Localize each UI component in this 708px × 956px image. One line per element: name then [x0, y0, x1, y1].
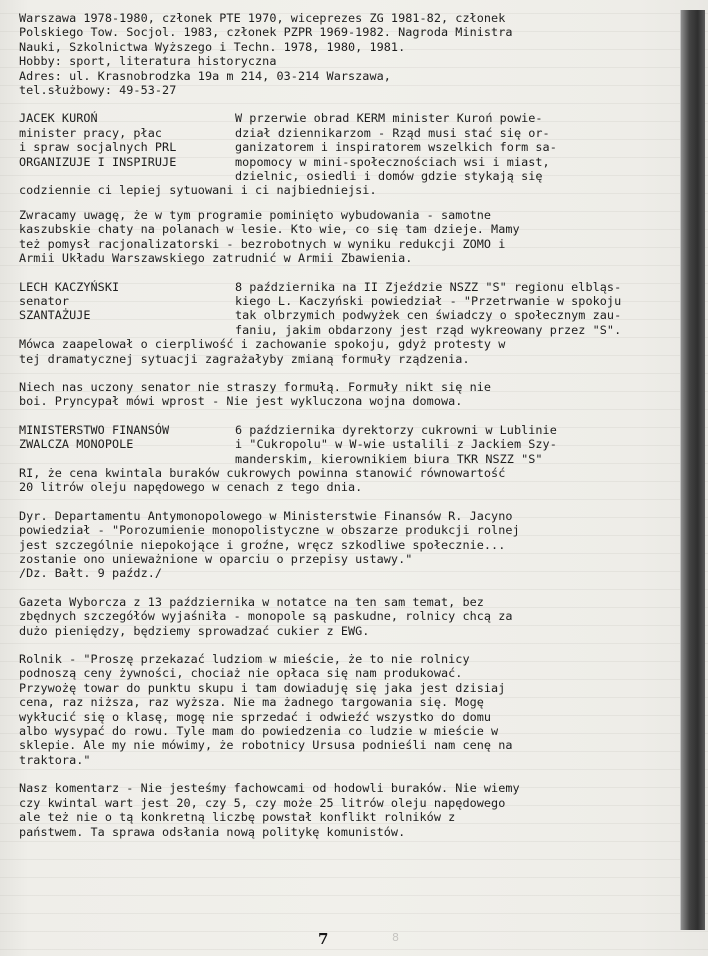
- kuron-heading-line: ORGANIZUJE I INSPIRUJE: [19, 154, 177, 169]
- kuron-text-line: mopomocy w mini-społecznościach wsi i miast,: [235, 154, 550, 169]
- rolnik-line: albo wysypać do rowu. Tyle mam do powiedzenia co ludzie w mieście w: [19, 724, 499, 739]
- kuron-split: [19, 111, 668, 183]
- rolnik-line: podnoszą ceny żywności, chociaż nie opłaca się nam produkować.: [19, 666, 463, 681]
- ministry-heading-line: MINISTERSTWO FINANSÓW: [19, 422, 170, 437]
- kaczynski-text-line: tak olbrzymich podwyżek cen świadczy o społecznym zau-: [235, 308, 622, 323]
- kaczynski-text: [235, 280, 668, 338]
- kaczynski-text-line: kiego L. Kaczyński powiedział - "Przetrwanie w spokoju: [235, 293, 622, 308]
- kaczynski-tail-line: tej dramatycznej sytuacji zagrażałyby zmianą formuły rządzenia.: [19, 351, 470, 366]
- kuron-heading-line: JACEK KUROŃ: [19, 111, 98, 126]
- ministry-split: [19, 423, 668, 466]
- ministry-heading-line: ZWALCZA MONOPOLE: [19, 437, 134, 452]
- comment-line: Niech nas uczony senator nie straszy formułą. Formuły nikt się nie: [19, 379, 492, 394]
- kuron-tail-line: codziennie ci lepiej sytuowani i ci najbiedniejsi.: [19, 183, 377, 198]
- komentarz-line: czy kwintal wart jest 20, czy 5, czy może 25 litrów oleju napędowego: [19, 795, 506, 810]
- kuron-text-line: W przerwie obrad KERM minister Kuroń powie-: [235, 111, 543, 126]
- comment-1-block: [19, 208, 668, 266]
- ministry-section: [19, 423, 668, 495]
- gazeta-line: dużo pieniędzy, będziemy sprowadzać cukier z EWG.: [19, 623, 370, 638]
- comment-line: też pomysł racjonalizatorski - bezrobotnych w wyniku redukcji ZOMO i: [19, 236, 506, 251]
- kaczynski-heading-line: LECH KACZYŃSKI: [19, 279, 120, 294]
- kaczynski-heading: [19, 280, 235, 338]
- binding-strip: [680, 10, 705, 930]
- rolnik-line: Rolnik - "Proszę przekazać ludziom w mieście, że to nie rolnicy: [19, 652, 470, 667]
- director-line: jest szczególnie niepokojące i groźne, wręcz szkodliwe społecznie...: [19, 537, 506, 552]
- kaczynski-split: [19, 280, 668, 338]
- komentarz-line: Nasz komentarz - Nie jesteśmy fachowcami od hodowli buraków. Nie wiemy: [19, 781, 520, 796]
- rolnik-line: sklepie. Ale my nie mówimy, że robotnicy Ursusa podnieśli nam cenę na: [19, 738, 513, 753]
- director-source-line: /Dz. Bałt. 9 paźdz./: [19, 566, 163, 581]
- director-line: powiedział - "Porozumienie monopolistyczne w obszarze produkcji rolnej: [19, 523, 520, 538]
- ministry-text: [235, 423, 668, 466]
- ministry-tail-line: RI, że cena kwintala buraków cukrowych powinna stanowić równowartość: [19, 465, 506, 480]
- kaczynski-tail-line: Mówca zaapelował o cierpliwość i zachowanie spokoju, gdyż protesty w: [19, 337, 506, 352]
- rolnik-line: Przywożę towar do punktu skupu i tam dowiaduję się jaka jest dzisiaj: [19, 680, 506, 695]
- kaczynski-heading-line: senator: [19, 293, 70, 308]
- comment-line: Zwracamy uwagę, że w tym programie pominięto wybudowania - samotne: [19, 207, 492, 222]
- comment-line: Armii Układu Warszawskiego zatrudnić w Armii Zbawienia.: [19, 251, 413, 266]
- bio-line: Nauki, Szkolnictwa Wyższego i Techn. 1978, 1980, 1981.: [19, 39, 406, 54]
- gazeta-line: Gazeta Wyborcza z 13 października w notatce na ten sam temat, bez: [19, 594, 484, 609]
- ministry-tail-line: 20 litrów oleju napędowego w cenach z tego dnia.: [19, 480, 363, 495]
- kuron-heading-line: minister pracy, płac: [19, 125, 163, 140]
- director-block: [19, 509, 668, 581]
- ministry-text-line: 6 października dyrektorzy cukrowni w Lublinie: [235, 422, 557, 437]
- komentarz-line: państwem. Ta sprawa odsłania nową politykę komunistów.: [19, 824, 406, 839]
- kaczynski-section: [19, 280, 668, 366]
- page-number: 7: [318, 930, 329, 948]
- kuron-text-line: dzielnic, osiedli i domów gdzie stykają się: [235, 169, 543, 184]
- komentarz-line: ale też nie o tą konkretną liczbę powstał konflikt rolników z: [19, 810, 456, 825]
- comment-2-block: [19, 380, 668, 409]
- director-line: Dyr. Departamentu Antymonopolowego w Ministerstwie Finansów R. Jacyno: [19, 508, 513, 523]
- bio-block: [19, 11, 668, 97]
- rolnik-line: wykłucić się o klasę, mogę nie sprzedać i odwieźć wszystko do domu: [19, 709, 492, 724]
- kuron-text: [235, 111, 668, 183]
- director-line: zostanie ono unieważnione w oparciu o przepisy ustawy.": [19, 552, 413, 566]
- kaczynski-text-line: faniu, jakim obdarzony jest rząd wykreowany przez "S".: [235, 322, 622, 337]
- kuron-text-line: dział dziennikarzom - Rząd musi stać się or-: [235, 125, 550, 140]
- kuron-heading-line: i spraw socjalnych PRL: [19, 140, 177, 155]
- gazeta-block: [19, 595, 668, 638]
- kaczynski-text-line: 8 października na II Zjeździe NSZZ "S" regionu elbląs-: [235, 279, 622, 294]
- ministry-heading: [19, 423, 235, 466]
- komentarz-block: [19, 781, 668, 839]
- kaczynski-heading-line: SZANTAŻUJE: [19, 308, 91, 323]
- faint-page-mark: 8: [392, 931, 399, 944]
- gazeta-line: zbędnych szczegółów wyjaśniła - monopole są paskudne, rolnicy chcą za: [19, 609, 513, 624]
- rolnik-line: traktora.": [19, 752, 91, 767]
- bio-line: tel.służbowy: 49-53-27: [19, 83, 177, 98]
- kuron-heading: [19, 111, 235, 183]
- page-content: [19, 11, 668, 853]
- kuron-text-line: ganizatorem i inspiratorem wszelkich form sa-: [235, 140, 557, 155]
- rolnik-line: cena, raz niższa, raz wyższa. Nie ma żadnego targowania się. Mogę: [19, 695, 484, 710]
- bio-line: Warszawa 1978-1980, członek PTE 1970, wiceprezes ZG 1981-82, członek: [19, 11, 506, 25]
- bio-line: Adres: ul. Krasnobrodzka 19a m 214, 03-214 Warszawa,: [19, 68, 391, 83]
- rolnik-block: [19, 652, 668, 767]
- kuron-section: [19, 111, 668, 197]
- comment-line: kaszubskie chaty na polanach w lesie. Kto wie, co się tam dzieje. Mamy: [19, 222, 520, 237]
- bio-line: Polskiego Tow. Socjol. 1983, członek PZPR 1969-1982. Nagroda Ministra: [19, 25, 513, 40]
- comment-line: boi. Pryncypał mówi wprost - Nie jest wykluczona wojna domowa.: [19, 394, 463, 409]
- bio-line: Hobby: sport, literatura historyczna: [19, 54, 277, 69]
- ministry-text-line: i "Cukropolu" w W-wie ustalili z Jackiem Szy-: [235, 437, 557, 452]
- ministry-text-line: manderskim, kierownikiem biura TKR NSZZ "S": [235, 451, 543, 466]
